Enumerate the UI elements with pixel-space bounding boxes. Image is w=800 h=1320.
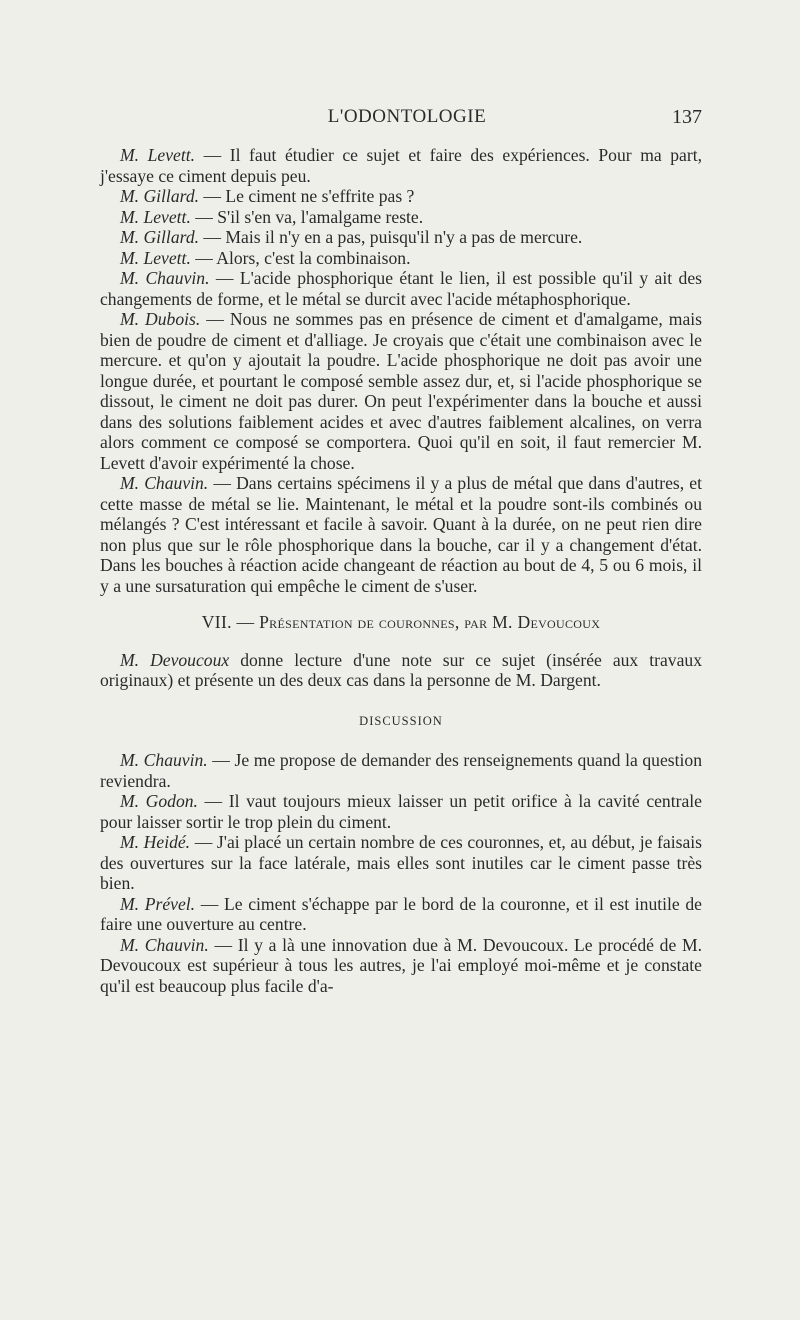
paragraph-text: — J'ai placé un certain nombre de ces couronnes, et, au début, je faisais des ouvertures sur la face latérale, mais elles sont inutiles car le ciment passe très bien. — [100, 832, 702, 893]
section-title: VII. — Présentation de couronnes, par M. Devoucoux — [201, 612, 601, 632]
speaker-name: M. Prével. — [120, 893, 196, 914]
paragraph-text: — Dans certains spécimens il y a plus de métal que dans d'autres, et cette masse de métal se lie. Maintenant, le métal et la poudre sont-ils combinés ou mélangés ? C'est intéressant et facile à savoir. Quant à la durée, on ne peut rien dire non plus que sur le rôle phosphorique dans la bouche, car il y a changement d'état. Dans les bouches à réaction acide changeant de réaction au bout de 4, 5 ou 6 mois, il y a une sursaturation qui empêche le ciment de s'user. — [100, 473, 702, 596]
speaker-paragraph — [100, 473, 702, 596]
speaker-name: M. Godon. — [120, 791, 198, 811]
speaker-paragraph — [100, 207, 702, 228]
speaker-paragraph — [100, 145, 702, 186]
paragraph-text: — Il faut étudier ce sujet et faire des expériences. Pour ma part, j'essaye ce ciment depuis peu. — [100, 145, 702, 186]
paragraph-text: — Nous ne sommes pas en présence de ciment et d'amalgame, mais bien de poudre de ciment et d'alliage. Je croyais que c'était une combinaison avec le mercure. et qu'on y ajoutait la poudre. L'acide phosphorique ne doit pas avoir une longue durée, et pourtant le composé semble assez dur, et, si l'acide phosphorique se dissout, le ciment ne doit pas durer. On peut l'expérimenter dans la bouche et aussi dans des solutions faiblement acides et avec d'autres faiblement alcalines, on verra alors comment ce composé se comportera. Quoi qu'il en soit, il faut remercier M. Levett d'avoir expérimenté la chose. — [100, 309, 702, 473]
paragraph-text: — Le ciment s'échappe par le bord de la couronne, et il est inutile de faire une ouverture au centre. — [100, 893, 702, 934]
discussion-heading: DISCUSSION — [359, 713, 443, 728]
paragraph-text: — Il y a là une innovation due à M. Devoucoux. Le procédé de M. Devoucoux est supérieur à tous les autres, je l'ai employé moi-même et je constate qu'il est beaucoup plus facile d'a- — [100, 934, 702, 996]
speaker-name: M. Dubois. — [120, 309, 201, 329]
page-number: 137 — [672, 106, 702, 128]
speaker-paragraph — [100, 894, 702, 935]
paragraph-text: — Il vaut toujours mieux laisser un petit orifice à la cavité centrale pour laisser sortir le trop plein du ciment. — [100, 791, 702, 832]
speaker-paragraph — [100, 832, 702, 894]
paragraph-text: donne lecture d'une note sur ce sujet (insérée aux travaux originaux) et présente un des deux cas dans la personne de M. Dargent. — [100, 649, 702, 690]
paragraph-text: — Le ciment ne s'effrite pas ? — [199, 186, 415, 206]
speaker-paragraph — [100, 268, 702, 309]
speaker-name: M. Chauvin. — [120, 268, 210, 288]
paragraph-text: — Je me propose de demander des renseignements quand la question reviendra. — [100, 750, 702, 791]
paragraph-text: — Mais il n'y en a pas, puisqu'il n'y a pas de mercure. — [199, 227, 583, 247]
speaker-paragraph — [100, 935, 702, 997]
speaker-paragraph — [100, 227, 702, 248]
running-title: L'ODONTOLOGIE — [327, 106, 487, 127]
paragraph-text: — L'acide phosphorique étant le lien, il est possible qu'il y ait des changements de forme, et le métal se durcit avec l'acide métaphosphorique. — [100, 268, 702, 309]
speaker-paragraph — [100, 248, 702, 269]
speaker-name: M. Gillard. — [120, 186, 200, 206]
speaker-name: M. Gillard. — [120, 227, 200, 247]
speaker-name: M. Chauvin. — [120, 934, 209, 955]
speaker-name: M. Chauvin. — [120, 750, 208, 770]
speaker-name: M. Chauvin. — [120, 473, 209, 493]
text-body — [100, 145, 702, 996]
speaker-paragraph — [100, 791, 702, 832]
discussion-block-bottom — [100, 750, 702, 996]
speaker-name: M. Heidé. — [120, 832, 191, 852]
speaker-name: M. Devoucoux — [120, 649, 230, 670]
speaker-name: M. Levett. — [120, 206, 191, 227]
speaker-paragraph — [100, 750, 702, 791]
speaker-name: M. Levett. — [120, 247, 191, 268]
speaker-name: M. Levett. — [120, 145, 196, 165]
section-paragraph — [100, 650, 702, 691]
speaker-paragraph — [100, 309, 702, 473]
speaker-paragraph — [100, 186, 702, 207]
paragraph-text: — S'il s'en va, l'amalgame reste. — [190, 206, 424, 227]
discussion-block-top — [100, 145, 702, 596]
page-header — [112, 106, 702, 134]
paragraph-text: — Alors, c'est la combinaison. — [190, 247, 411, 268]
